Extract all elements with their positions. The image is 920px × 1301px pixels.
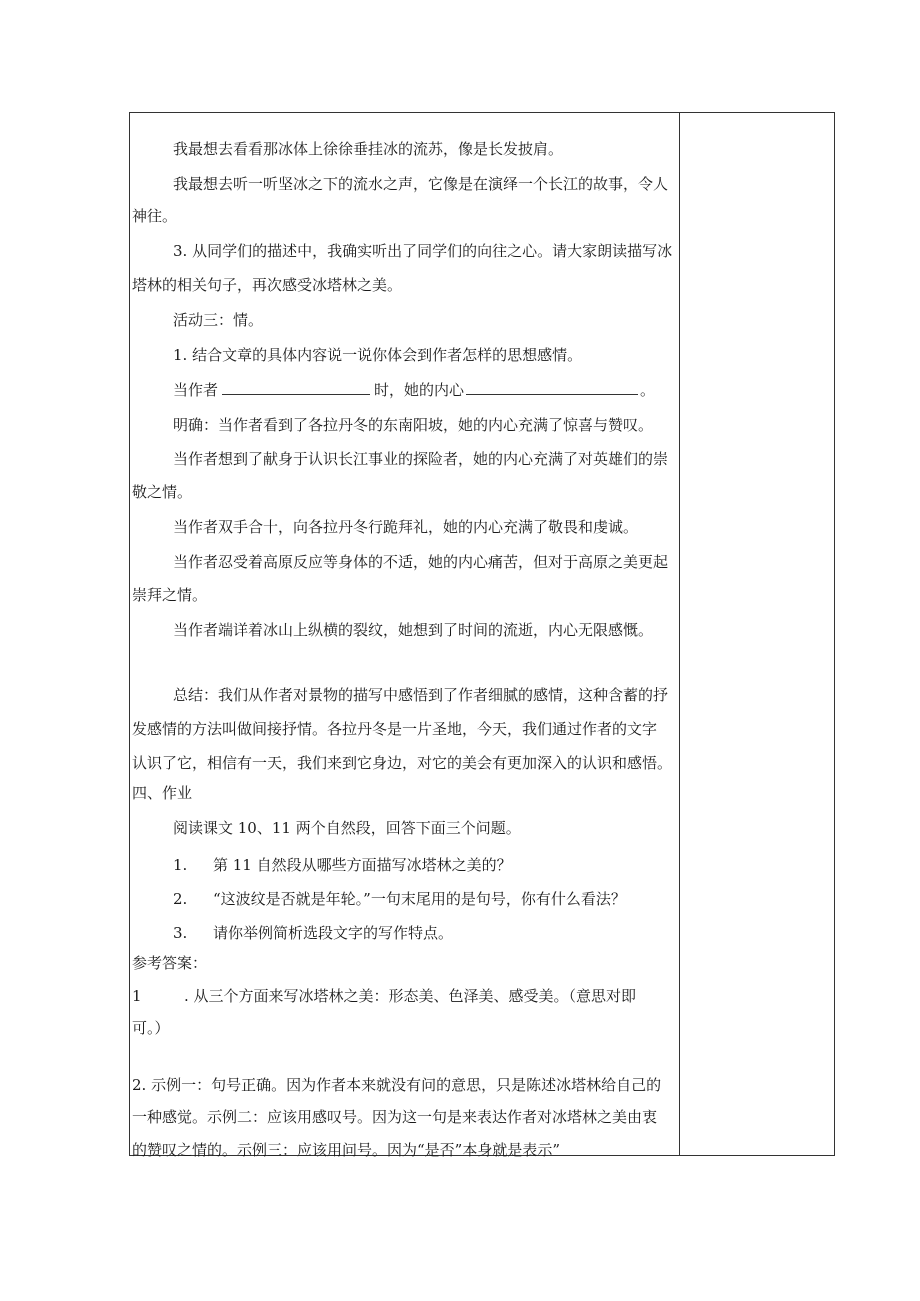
fill-in-line [173, 380, 655, 400]
blank-field [466, 380, 638, 395]
question-text: “这波纹是否就是年轮。”一句末尾用的是句号，你有什么看法？ [213, 890, 626, 908]
answer-heading: 参考答案： [132, 954, 208, 972]
question-item [173, 855, 512, 875]
text-line: 发感情的方法叫做间接抒情。各拉丹冬是一片圣地，今天，我们通过作者的文字 [132, 720, 658, 738]
text-line: 当作者双手合十，向各拉丹冬行跪拜礼，她的内心充满了敬畏和虔诚。 [173, 518, 639, 536]
text-line: 3. 从同学们的描述中，我确实听出了同学们的向往之心。请大家朗读描写冰 [173, 242, 673, 260]
question-item [173, 923, 453, 943]
text-line: 神往。 [132, 207, 178, 225]
text-line: 我最想去看看那冰体上徐徐垂挂冰的流苏，像是长发披肩。 [173, 140, 564, 158]
question-number: 1. [173, 856, 188, 874]
question-item [173, 889, 626, 909]
text-line: 的赞叹之情的。示例三：应该用问号。因为“是否”本身就是表示” [132, 1141, 561, 1159]
question-text: 第 11 自然段从哪些方面描写冰塔林之美的？ [213, 856, 512, 874]
question-number: 3. [173, 924, 188, 942]
text-line: 崇拜之情。 [132, 586, 208, 604]
blank-field [222, 380, 370, 395]
fill-middle: 时，她的内心 [374, 381, 465, 399]
fill-prefix: 当作者 [173, 381, 219, 399]
answer-text: . 从三个方面来写冰塔林之美：形态美、色泽美、感受美。（意思对即 [184, 987, 637, 1005]
question-number: 2. [173, 890, 188, 908]
text-line: 可。） [132, 1019, 170, 1037]
text-line: 敬之情。 [132, 483, 193, 501]
answer-number: 1 [132, 987, 142, 1005]
section-heading: 四、作业 [132, 784, 193, 802]
text-line: 当作者想到了献身于认识长江事业的探险者，她的内心充满了对英雄们的崇 [173, 450, 669, 468]
text-line: 阅读课文 10、11 两个自然段，回答下面三个问题。 [173, 819, 521, 837]
text-line: 一种感觉。示例二：应该用感叹号。因为这一句是来表达作者对冰塔林之美由衷 [132, 1108, 658, 1126]
column-divider [679, 113, 680, 1155]
lesson-table [129, 112, 835, 1159]
text-line: 总结：我们从作者对景物的描写中感悟到了作者细腻的感情，这种含蓄的抒 [173, 686, 669, 704]
text-line: 2. 示例一：句号正确。因为作者本来就没有问的意思，只是陈述冰塔林给自己的 [132, 1076, 662, 1094]
text-line: 当作者端详着冰山上纵横的裂纹，她想到了时间的流逝，内心无限感慨。 [173, 621, 654, 639]
text-line: 我最想去听一听坚冰之下的流水之声，它像是在演绎一个长江的故事，令人 [173, 175, 669, 193]
text-line: 当作者忍受着高原反应等身体的不适，她的内心痛苦，但对于高原之美更起 [173, 553, 669, 571]
text-line: 明确：当作者看到了各拉丹冬的东南阳坡，她的内心充满了惊喜与赞叹。 [173, 416, 654, 434]
activity-heading: 活动三：情。 [173, 311, 264, 329]
text-line: 1. 结合文章的具体内容说一说你体会到作者怎样的思想感情。 [173, 346, 583, 364]
text-line: 塔林的相关句子，再次感受冰塔林之美。 [132, 276, 403, 294]
fill-suffix: 。 [640, 381, 656, 399]
text-line: 认识了它，相信有一天，我们来到它身边，对它的美会有更加深入的认识和感悟。 [132, 754, 673, 772]
question-text: 请你举例简析选段文字的写作特点。 [213, 924, 454, 942]
